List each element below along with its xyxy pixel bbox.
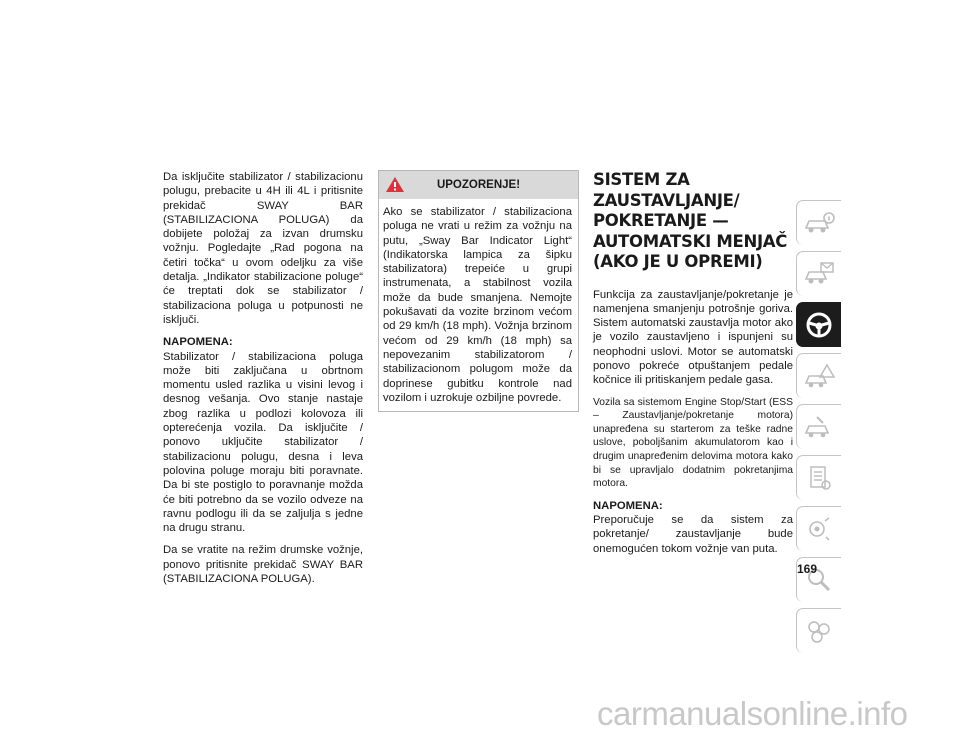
left-note-text: Stabilizator / stabilizaciona poluga može biti zaključana u obrtnom momentu usled razlika u visini levog i desnog vešanja. Ovo stanje nastaje zbog razlika u podlozi kolovoza ili opterećenja vozila. Da isključite / ponovo uključite stabilizator / stabilizacionu polugu, desna i leva polovina poluge moraju biti poravnate. Da bi ste postiglo to poravnanje možda će biti potrebno da se vozilo odveze na ravnu podlogu ili da se zaljulja s jedne na drugu stranu.: [163, 350, 363, 535]
tab-car-settings[interactable]: [796, 506, 841, 551]
right-note-text: Preporučuje se da sistem za pokretanje/ zaustavljanje bude onemogućen tokom vožnje van puta.: [593, 514, 793, 555]
chapter-tabs: [796, 200, 841, 659]
right-column: [593, 170, 793, 564]
tab-checklist[interactable]: [796, 455, 841, 500]
warning-text: Ako se stabilizator / stabilizaciona poluga ne vrati u režim za vožnju na putu, „Sway Bar Indicator Light“ (Indikatorska lampica za šipku stabilizatora) trepeiće u grupi instrumenata, a stabilnost vozila može da bude smanjena. Nemojte pokušavati da vozite brzinom većom od 29 km/h (18 mph). Vožnja brzinom većom od 29 km/h (18 mph) sa nepovezanim stabilizatorom / stabilizacionom polugom može da doprinese gubitku kontrole nad vozilom i uzrokuje ozbiljne povrede.: [383, 206, 572, 404]
middle-column: [378, 170, 578, 412]
left-paragraph-1: Da isključite stabilizator / stabilizacionu polugu, prebacite u 4H ili 4L i pritisnite prekidač SWAY BAR (STABILIZACIONA POLUGA) da dobijete položaj za izvan drumsku vožnju. Pogledajte „Rad pogona na četiri točka“ u ovom odeljku za više detalja. „Indikator stabilizacione poluge“ će treptati dok se stabilizator / stabilizaciona poluga u potpunosti ne isključi.: [163, 171, 363, 326]
warning-header: [379, 171, 578, 199]
car-warning-icon: [803, 363, 835, 389]
tab-car-wrench[interactable]: [796, 404, 841, 449]
tab-car-warning[interactable]: [796, 353, 841, 398]
car-envelope-icon: [803, 261, 835, 287]
right-paragraph-2: Vozila sa sistemom Engine Stop/Start (ESS – Zaustavljanje/pokretanje motora) unapređena su starterom za teške radne uslove, poboljšanim akumulatorom kao i drugim unapređenim delovima motora kako bi se upravljalo dodatnim pokretanjima motora.: [593, 396, 793, 490]
left-paragraph-3: Da se vratite na režim drumske vožnje, ponovo pritisnite prekidač SWAY BAR (STABILIZACIONA POLUGA).: [163, 544, 363, 586]
left-column: [163, 170, 363, 594]
warning-heading: UPOZORENJE!: [436, 179, 521, 191]
checklist-icon: [805, 464, 833, 492]
steering-wheel-icon: [804, 310, 834, 340]
tab-car-info[interactable]: [796, 200, 841, 245]
car-settings-icon: [805, 515, 833, 543]
section-title: SISTEM ZA ZAUSTAVLJANJE/ POKRETANJE — AUTOMATSKI MENJAČ (AKO JE U OPREMI): [593, 170, 788, 271]
warning-box: [378, 170, 579, 412]
tab-multilingual[interactable]: [796, 608, 841, 653]
right-paragraph-1: Funkcija za zaustavljanje/pokretanje je namenjena smanjenju potrošnje goriva. Sistem automatski zaustavlja motor ako je vozilo zaustavljeno i ispunjeni su neophodni uslovi. Motor se automatski ponovo pokreće otpuštanjem pedale kočnice ili pritiskanjem pedale gasa.: [593, 288, 793, 387]
car-info-icon: [803, 210, 835, 236]
right-note-heading: NAPOMENA:: [593, 499, 663, 512]
left-note-heading: NAPOMENA:: [163, 336, 233, 349]
car-wrench-icon: [803, 414, 835, 440]
multilingual-icon: [805, 617, 833, 645]
watermark: carmanualsonline.info: [597, 695, 908, 732]
tab-car-envelope[interactable]: [796, 251, 841, 296]
tab-steering-wheel[interactable]: [796, 302, 841, 347]
warning-triangle-icon: [385, 176, 405, 193]
page-number: 169: [797, 562, 818, 576]
